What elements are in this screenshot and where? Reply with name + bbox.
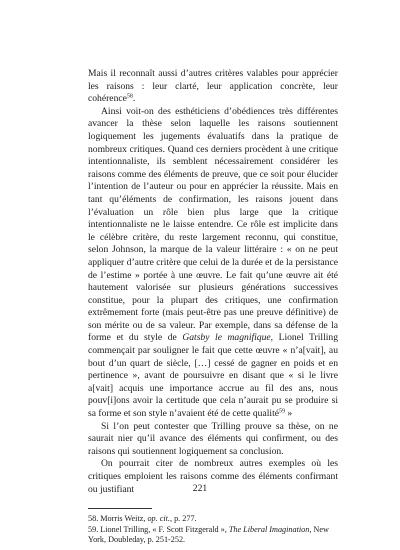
- footnote-59: [88, 525, 338, 546]
- footnote-ref-58[interactable]: 58: [126, 93, 133, 100]
- closing-quote: »: [285, 408, 293, 420]
- footnote-59-tail: , New York, Doubleday, p. 251-252.: [88, 524, 329, 545]
- page-number: 221: [192, 483, 208, 494]
- paragraph-2-text: Ainsi voit-on des esthéticiens d’obédiences très différentes avancer la thèse selon laquelle les raisons soutiennent logiquement les jugements évaluatifs dans la pratique de nombreux critiques. Quand ces derniers procèdent à une critique intentionnaliste, ils semblent nécessairement considérer les raisons comme des éléments de preuve, que ce soit pour élucider l’intention de l’auteur ou pour en apprécier la réussite. Mais en tant qu’éléments de confirmation, les raisons jouent dans l’évaluation un rôle bien plus large que la critique intentionnaliste ne le laisse entendre. Ce rôle est implicite dans le célèbre critère, du reste largement reconnu, qui constitue, selon Johnson, la marque de la valeur littéraire : « on ne peut appliquer d’autre critère que celui de la durée et de la persistance de l’estime » portée à une œuvre. Le fait qu’une œuvre ait été hautement valorisée sur plusieurs générations successives constitue, pour la plupart des critiques, une confirmation extrêmement forte (mais peut-être pas une preuve définitive) de son mérite ou de sa valeur. Par exemple, dans sa défense de la forme et du style de: [88, 105, 338, 344]
- paragraph-4: On pourrait citer de nombreux autres exemples où les critiques emploient les raisons comme des éléments confirmant ou justifiant: [88, 458, 338, 495]
- footnote-59-italic: The Liberal Imagination: [228, 524, 310, 534]
- footnote-58: [88, 514, 338, 525]
- footnote-58-italic: op. cit.: [147, 514, 170, 524]
- footnote-ref-59[interactable]: 59: [279, 408, 285, 415]
- footnote-58-tail: , p. 277.: [169, 514, 197, 524]
- paragraph-2-continued: , Lionel Trilling commençait par souligner le fait que cette œuvre « n’a[vait], au bout d’un quart de siècle, […] cessé de gagner en poids et en pertinence », avant de poursuivre en disant que « si le livre a[vait] acquis une importance accrue au fil des ans, nous pouv[i]ons avoir la certitude que cela n’aurait pu se produire si sa forme et son style n’avaient été de cette qualité: [88, 332, 338, 420]
- footnote-58-text: Morris Weitz,: [98, 514, 148, 524]
- footnote-58-number: 58.: [88, 514, 99, 524]
- paragraph-1: Mais il reconnaît aussi d’autres critères valables pour apprécier les raisons : leur clarté, leur application concrète, leur cohérence$^{58}$.: [88, 68, 338, 105]
- paragraph-2: [88, 106, 338, 421]
- footnote-59-text: Lionel Trilling, « F. Scott Fitzgerald »,: [98, 524, 229, 534]
- page-body: [88, 68, 338, 546]
- footnote-separator: [88, 508, 152, 509]
- paragraph-3: Si l’on peut contester que Trilling prouve sa thèse, on ne saurait nier qu’il avance des éléments qui confirment, ou des raisons qui soutiennent logiquement sa conclusion.: [88, 420, 338, 457]
- footnote-59-number: 59.: [88, 524, 99, 534]
- paragraph-1-text: Mais il reconnaît aussi d’autres critères valables pour apprécier les raisons : leur clarté, leur application concrète, leur cohérence: [88, 68, 338, 105]
- book-title-gatsby: Gatsby le magnifique: [182, 332, 271, 344]
